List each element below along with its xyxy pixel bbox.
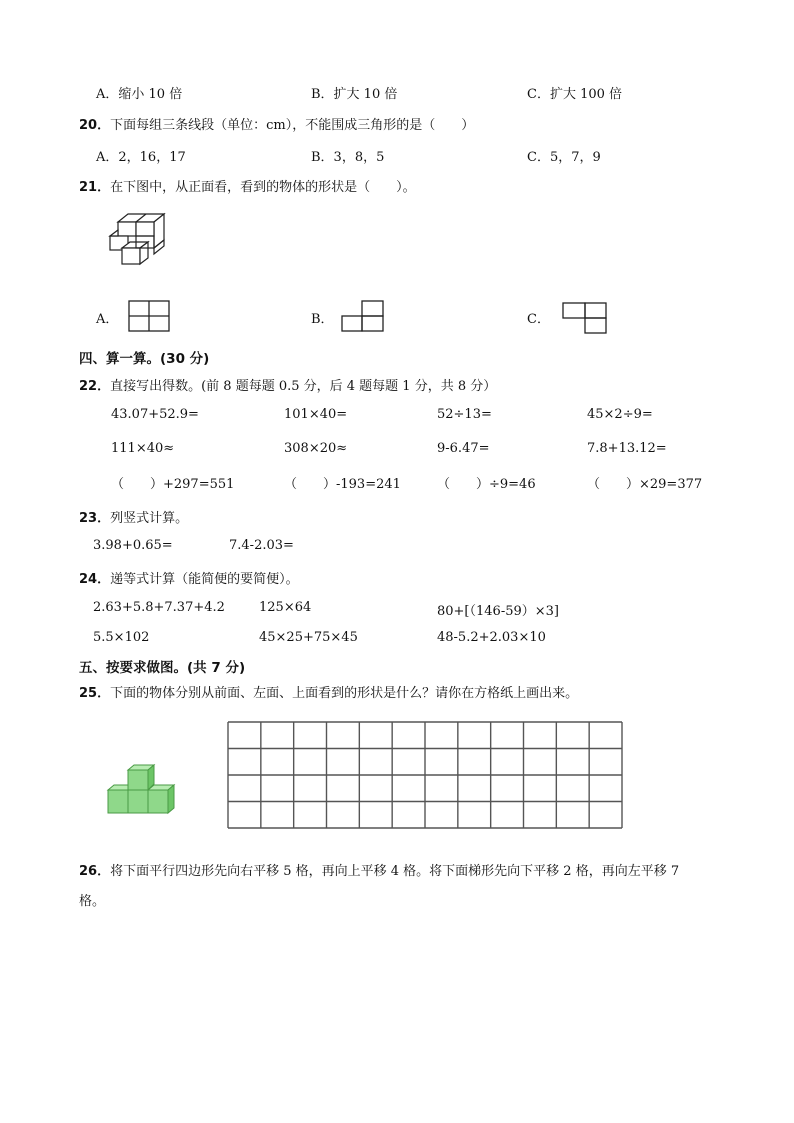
q21-cube-figure xyxy=(108,212,170,268)
q24-item: 5.5×102 xyxy=(93,630,150,645)
q23-number: 23． xyxy=(79,511,111,526)
q20-question xyxy=(79,114,474,133)
q21-number: 21． xyxy=(79,180,111,195)
q21-option-b-shape xyxy=(341,300,385,332)
q22-item: 9-6.47= xyxy=(437,441,490,456)
q21-option-b-label: B． xyxy=(311,312,334,327)
q26-text-line2: 格。 xyxy=(79,894,106,909)
section-5-title: 五、按要求做图。(共 7 分) xyxy=(79,660,246,676)
q22-item: （ ）+297=551 xyxy=(111,477,235,492)
q21-option-a-shape xyxy=(128,300,170,332)
q25-number: 25． xyxy=(79,686,111,701)
q22-item: 7.8+13.12= xyxy=(587,441,667,456)
q22-item: （ ）×29=377 xyxy=(587,477,703,492)
q24-item: 2.63+5.8+7.37+4.2 xyxy=(93,600,225,615)
q26-number: 26． xyxy=(79,864,111,879)
q24-item: 125×64 xyxy=(259,600,312,615)
q24-item: 45×25+75×45 xyxy=(259,630,358,645)
q22-question xyxy=(79,375,496,394)
q22-text: 直接写出得数。(前 8 题每题 0.5 分，后 4 题每题 1 分，共 8 分） xyxy=(110,379,497,394)
q20-text: 下面每组三条线段（单位：cm），不能围成三角形的是（ ） xyxy=(110,118,475,133)
q21-text: 在下图中，从正面看，看到的物体的形状是（ ）。 xyxy=(110,180,416,195)
q24-text: 递等式计算（能简便的要简便）。 xyxy=(110,572,299,587)
q22-item: 101×40= xyxy=(284,407,348,422)
q22-item: 308×20≈ xyxy=(284,441,348,456)
q19-option-c: C．扩大 100 倍 xyxy=(527,87,623,102)
q23-question xyxy=(79,507,188,526)
q26-question xyxy=(79,860,679,879)
q23-item: 7.4-2.03= xyxy=(229,538,294,553)
section-4-title: 四、算一算。(30 分) xyxy=(79,351,210,367)
q24-number: 24． xyxy=(79,572,111,587)
q25-grid-paper xyxy=(226,719,624,831)
q25-question xyxy=(79,682,578,701)
q21-option-c-shape xyxy=(562,302,608,334)
q19-option-b: B．扩大 10 倍 xyxy=(311,87,398,102)
q22-item: （ ）-193=241 xyxy=(284,477,401,492)
q23-item: 3.98+0.65= xyxy=(93,538,173,553)
q26-text-line1: 将下面平行四边形先向右平移 5 格，再向上平移 4 格。将下面梯形先向下平移 2 格，再向左平移 7 xyxy=(110,864,680,879)
q23-text: 列竖式计算。 xyxy=(110,511,189,526)
q22-number: 22． xyxy=(79,379,111,394)
q20-option-a: A．2，16，17 xyxy=(96,150,186,165)
q22-item: 111×40≈ xyxy=(111,441,175,456)
q24-item: 80+[（146-59）×3] xyxy=(437,604,559,619)
q21-question xyxy=(79,176,416,195)
q25-text: 下面的物体分别从前面、左面、上面看到的形状是什么？请你在方格纸上画出来。 xyxy=(110,686,579,701)
q25-cube-stack xyxy=(106,764,180,816)
q19-option-a: A．缩小 10 倍 xyxy=(96,87,183,102)
q24-item: 48-5.2+2.03×10 xyxy=(437,630,546,645)
q20-option-c: C．5，7，9 xyxy=(527,150,601,165)
q22-item: （ ）÷9=46 xyxy=(437,477,536,492)
q20-number: 20． xyxy=(79,118,111,133)
q20-option-b: B．3，8，5 xyxy=(311,150,385,165)
q21-option-a-label: A． xyxy=(96,312,119,327)
q22-item: 45×2÷9= xyxy=(587,407,653,422)
q21-option-c-label: C． xyxy=(527,312,550,327)
q22-item: 43.07+52.9= xyxy=(111,407,199,422)
q22-item: 52÷13= xyxy=(437,407,492,422)
q24-question xyxy=(79,568,299,587)
